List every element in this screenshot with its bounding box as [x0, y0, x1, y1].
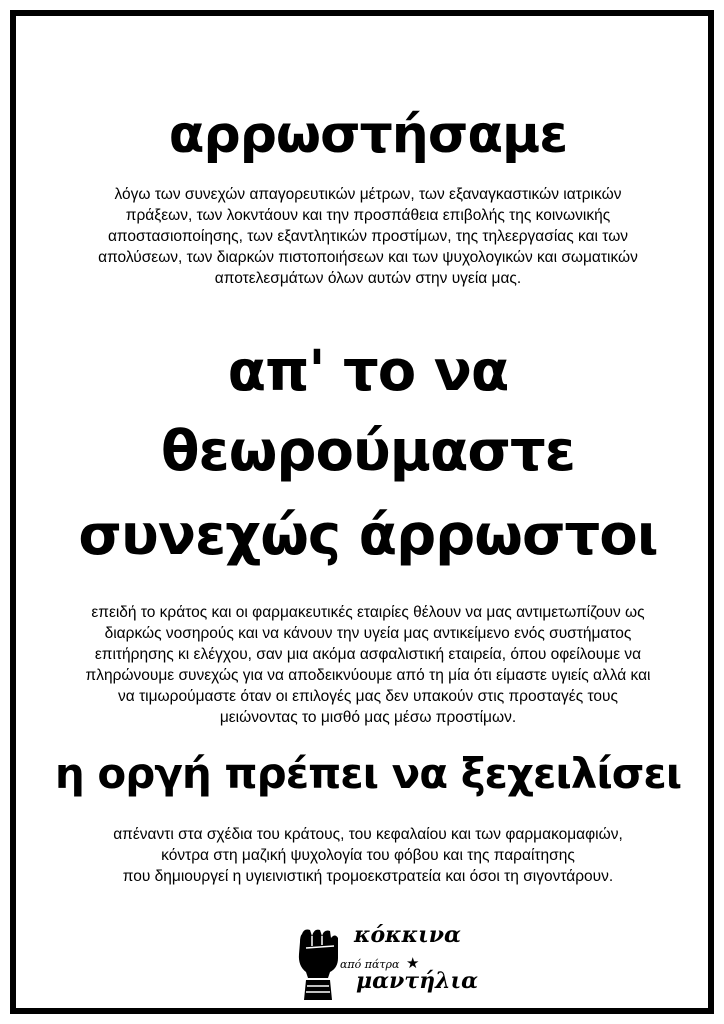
raised-fist-icon: [294, 924, 342, 1002]
logo-line-mantilia: μαντήλια: [356, 968, 479, 994]
paragraph-state-line: μειώνοντας το μισθό μας μέσω προστίμων.: [219, 709, 517, 726]
logo-line-kokkina: κόκκινα: [354, 922, 461, 948]
paragraph-state-line: διαρκώς νοσηρούς και να κάνουν την υγεία μας αντικείμενο ενός συστήματος: [104, 625, 632, 642]
paragraph-intro: [16, 184, 720, 289]
paragraph-state-line: να τιμωρούμαστε όταν οι επιλογές μας δεν υπακούν στις προσταγές τους: [118, 688, 618, 705]
paragraph-closing-line: απέναντι στα σχέδια του κράτους, του κεφαλαίου και των φαρμακομαφιών,: [113, 826, 623, 843]
paragraph-intro-line: αποτελεσμάτων όλων αυτών στην υγεία μας.: [214, 270, 522, 287]
paragraph-closing-line: κόντρα στη μαζική ψυχολογία του φόβου και της παραίτησης: [161, 847, 575, 864]
paragraph-intro-line: απολύσεων, των διαρκών πιστοποιήσεων και των ψυχολογικών και σωματικών: [98, 249, 638, 266]
headline-arrostisame: αρρωστήσαμε: [168, 105, 568, 165]
headline-theroumaste: θεωρούμαστε: [161, 419, 575, 484]
poster-frame: [10, 10, 714, 1014]
headline-orgi: η οργή πρέπει να ξεχειλίσει: [54, 749, 682, 798]
paragraph-intro-line: αποστασιοποίησης, των εξαντλητικών προστίμων, της τηλεεργασίας και των: [107, 228, 629, 245]
paragraph-state: [16, 602, 720, 728]
paragraph-state-line: πληρώνουμε συνεχώς για να αποδεικνύουμε από τη μία ότι είμαστε υγιείς αλλά και: [85, 667, 651, 684]
paragraph-state-line: επειδή το κράτος και οι φαρμακευτικές εταιρίες θέλουν να μας αντιμετωπίζουν ως: [91, 604, 645, 621]
paragraph-closing-line: που δημιουργεί η υγιεινιστική τρομοεκστρατεία και όσοι τη σιγοντάρουν.: [122, 868, 614, 885]
paragraph-intro-line: πράξεων, των λοκντάουν και την προσπάθεια επιβολής της κοινωνικής: [125, 207, 611, 224]
star-icon: ★: [406, 954, 420, 972]
headline-synexos-arrostoi: συνεχώς άρρωστοι: [78, 503, 658, 568]
headline-ap-to-na: απ' το να: [227, 339, 509, 404]
paragraph-state-line: επιτήρησης κι ελέγχου, σαν μια ακόμα ασφαλιστική εταιρεία, όπου οφείλουμε να: [94, 646, 642, 663]
paragraph-intro-line: λόγω των συνεχών απαγορευτικών μέτρων, των εξαναγκαστικών ιατρικών: [114, 186, 622, 203]
logo-kokkina-mantilia: [294, 920, 479, 1006]
logo-line-apo-patra: από πάτρα: [340, 958, 400, 971]
paragraph-closing: [16, 824, 720, 887]
